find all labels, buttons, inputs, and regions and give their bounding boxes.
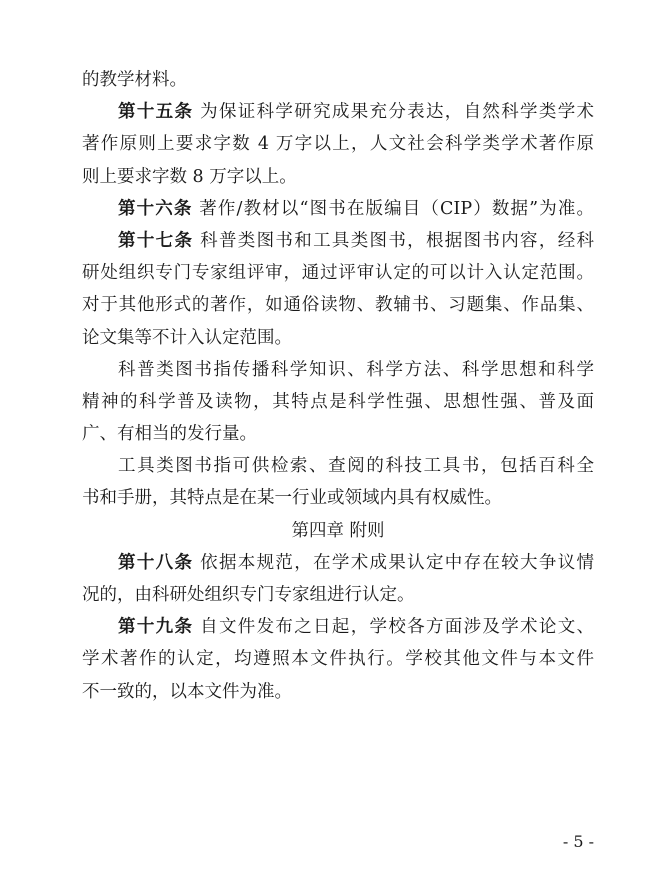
line-text: 不一致的，以本文件为准。 (82, 681, 292, 702)
line-text: 著作原则上要求字数 4 万字以上，人文社会科学类学术著作原 (82, 134, 594, 155)
document-body (82, 64, 594, 708)
text-line (82, 547, 594, 579)
text-line (82, 386, 594, 418)
text-line (82, 482, 594, 514)
text-line (82, 354, 594, 386)
text-line (82, 96, 594, 128)
text-line (82, 257, 594, 289)
line-text: 论文集等不计入认定范围。 (82, 327, 292, 348)
line-text: 书和手册，其特点是在某一行业或领域内具有权威性。 (82, 488, 502, 509)
chapter-heading: 第四章 附则 (291, 520, 385, 541)
line-text: 工具类图书指可供检索、查阅的科技工具书，包括百科全 (118, 456, 594, 477)
text-line (82, 161, 594, 193)
line-text: 科普类图书指传播科学知识、科学方法、科学思想和科学 (118, 359, 594, 380)
text-line (82, 128, 594, 160)
text-line (82, 450, 594, 482)
text-line (82, 611, 594, 643)
article-number: 第十五条 (118, 102, 194, 123)
page-number: - 5 - (562, 832, 594, 851)
text-line (82, 643, 594, 675)
line-text: 依据本规范，在学术成果认定中存在较大争议情 (193, 552, 595, 573)
text-line (82, 193, 594, 225)
line-text: 科普类图书和工具类图书，根据图书内容，经科 (193, 230, 595, 251)
text-line (82, 225, 594, 257)
section-part-1 (82, 64, 594, 515)
line-text: 广、有相当的发行量。 (82, 424, 257, 445)
line-text: 精神的科学普及读物，其特点是科学性强、思想性强、普及面 (82, 391, 594, 412)
text-line (82, 322, 594, 354)
text-line (82, 64, 594, 96)
line-text: 况的，由科研处组织专门专家组进行认定。 (82, 585, 415, 605)
article-number: 第十七条 (118, 230, 194, 251)
article-number: 第十八条 (118, 552, 194, 573)
article-number: 第十九条 (118, 617, 194, 638)
line-text: 自文件发布之日起，学校各方面涉及学术论文、 (193, 617, 595, 638)
text-line (82, 676, 594, 708)
line-text: 学术著作的认定，均遵照本文件执行。学校其他文件与本文件 (82, 649, 594, 670)
line-text: 研处组织专门专家组评审，通过评审认定的可以计入认定范围。 (82, 263, 594, 284)
line-text: 为保证科学研究成果充分表达，自然科学类学术 (193, 102, 595, 123)
line-text: 则上要求字数 8 万字以上。 (82, 166, 297, 187)
text-line (82, 289, 594, 321)
section-part-2 (82, 547, 594, 708)
line-text: 著作/教材以“图书在版编目（CIP）数据”为准。 (192, 198, 595, 219)
text-line (82, 579, 594, 611)
line-text: 的教学材料。 (82, 70, 187, 90)
text-line (82, 418, 594, 450)
article-number: 第十六条 (118, 198, 193, 219)
line-text: 对于其他形式的著作，如通俗读物、教辅书、习题集、作品集、 (82, 295, 594, 316)
